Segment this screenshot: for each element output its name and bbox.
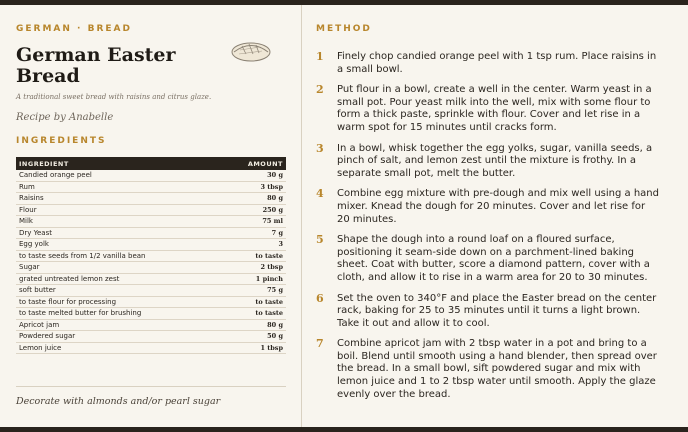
- table-row: [16, 308, 286, 320]
- ingredient-name: Powdered sugar: [16, 331, 222, 343]
- table-row: [16, 193, 286, 205]
- method-heading: METHOD: [316, 24, 372, 34]
- table-row: [16, 273, 286, 285]
- bread-loaf-icon: [230, 37, 272, 63]
- method-step: [316, 293, 661, 331]
- ingredient-name: Candied orange peel: [16, 170, 222, 181]
- ingredient-name: Flour: [16, 204, 222, 216]
- table-row: [16, 262, 286, 274]
- ingredient-name: Milk: [16, 216, 222, 228]
- step-number: 2: [316, 83, 324, 97]
- ingredient-amount: 1 tbsp: [222, 342, 286, 354]
- step-text: Combine egg mixture with pre-dough and mix well using a hand mixer. Knead the dough for 20 minutes. Cover and let rise for 20 minutes.: [337, 188, 659, 225]
- table-row: [16, 285, 286, 297]
- table-row: [16, 319, 286, 331]
- table-row: [16, 250, 286, 262]
- recipe-subtitle: A traditional sweet bread with raisins and citrus glaze.: [16, 93, 212, 101]
- ingredient-amount: 1 pinch: [222, 273, 286, 285]
- ingredient-amount: to taste: [222, 250, 286, 262]
- ingredient-name: to taste seeds from 1/2 vanilla bean: [16, 250, 222, 262]
- ingredient-amount: 80 g: [222, 319, 286, 331]
- table-row: [16, 170, 286, 181]
- method-step: [316, 51, 661, 76]
- method-step: [316, 84, 661, 134]
- ingredient-name: grated untreated lemon zest: [16, 273, 222, 285]
- table-row: [16, 331, 286, 343]
- method-step: [316, 143, 661, 181]
- ingredient-amount: 3 tbsp: [222, 181, 286, 193]
- ingredients-table: [16, 157, 286, 354]
- table-row: [16, 216, 286, 228]
- ingredient-name: Dry Yeast: [16, 227, 222, 239]
- step-number: 7: [316, 337, 324, 351]
- step-number: 6: [316, 291, 324, 305]
- method-step: [316, 188, 661, 226]
- divider: [16, 386, 286, 387]
- ingredient-amount: 3: [222, 239, 286, 251]
- decoration-note: Decorate with almonds and/or pearl sugar: [16, 396, 221, 407]
- ingredient-name: Sugar: [16, 262, 222, 274]
- step-number: 5: [316, 233, 324, 247]
- recipe-title: German Easter Bread: [16, 44, 176, 87]
- left-panel: [0, 5, 302, 427]
- step-number: 4: [316, 187, 324, 201]
- ingredient-amount: 50 g: [222, 331, 286, 343]
- ingredient-amount: to taste: [222, 296, 286, 308]
- ingredient-amount: 250 g: [222, 204, 286, 216]
- ingredient-name: Lemon juice: [16, 342, 222, 354]
- step-text: Put flour in a bowl, create a well in the center. Warm yeast in a small pot. Pour yeast milk into the well, mix with some flour to form a thick paste, sprinkle with flour. Cover and let rise in a warm spot for 15 minutes until cracks form.: [337, 84, 652, 133]
- ingredient-amount: 2 tbsp: [222, 262, 286, 274]
- method-step: [316, 338, 661, 401]
- step-number: 1: [316, 50, 324, 63]
- ingredient-amount: to taste: [222, 308, 286, 320]
- amount-column-header: AMOUNT: [222, 157, 286, 170]
- ingredient-amount: 75 ml: [222, 216, 286, 228]
- ingredient-name: Rum: [16, 181, 222, 193]
- method-steps: [316, 51, 661, 409]
- table-row: [16, 342, 286, 354]
- category-label: GERMAN · BREAD: [16, 24, 132, 34]
- table-row: [16, 227, 286, 239]
- ingredient-name: Raisins: [16, 193, 222, 205]
- ingredients-heading: INGREDIENTS: [16, 136, 107, 146]
- step-text: Finely chop candied orange peel with 1 tsp rum. Place raisins in a small bowl.: [337, 51, 657, 75]
- ingredient-amount: 75 g: [222, 285, 286, 297]
- step-text: Combine apricot jam with 2 tbsp water in a pot and bring to a boil. Blend until smooth using a hand blender, then spread over the bread. In a small bowl, sift powdered sugar and mix with lemon juice and 1 to 2 tbsp water until smooth. Apply the glaze evenly over the bread.: [337, 338, 657, 400]
- ingredient-amount: 7 g: [222, 227, 286, 239]
- recipe-author: Recipe by Anabelle: [16, 112, 114, 123]
- ingredient-name: to taste flour for processing: [16, 296, 222, 308]
- right-panel: [302, 5, 688, 427]
- ingredient-name: Egg yolk: [16, 239, 222, 251]
- table-row: [16, 239, 286, 251]
- table-row: [16, 181, 286, 193]
- ingredient-name: to taste melted butter for brushing: [16, 308, 222, 320]
- table-row: [16, 204, 286, 216]
- ingredient-name: soft butter: [16, 285, 222, 297]
- step-text: Set the oven to 340°F and place the Easter bread on the center rack, baking for 25 to 35 minutes until it turns a light brown. Take it out and allow it to cool.: [337, 292, 657, 329]
- ingredient-name: Apricot jam: [16, 319, 222, 331]
- step-text: In a bowl, whisk together the egg yolks, sugar, vanilla seeds, a pinch of salt, and lemon zest until the mixture is frothy. In a separate small pot, melt the butter.: [337, 142, 653, 179]
- ingredient-amount: 80 g: [222, 193, 286, 205]
- table-row: [16, 296, 286, 308]
- table-header-row: [16, 157, 286, 170]
- ingredient-column-header: INGREDIENT: [16, 157, 222, 170]
- ingredient-amount: 30 g: [222, 170, 286, 181]
- step-text: Shape the dough into a round loaf on a floured surface, positioning it seam-side down on a parchment-lined baking sheet. Coat with butter, score a diamond pattern, cover with a cloth, and allow it to rise in a warm area for 20 to 30 minutes.: [337, 234, 650, 283]
- method-step: [316, 234, 661, 284]
- step-number: 3: [316, 141, 324, 155]
